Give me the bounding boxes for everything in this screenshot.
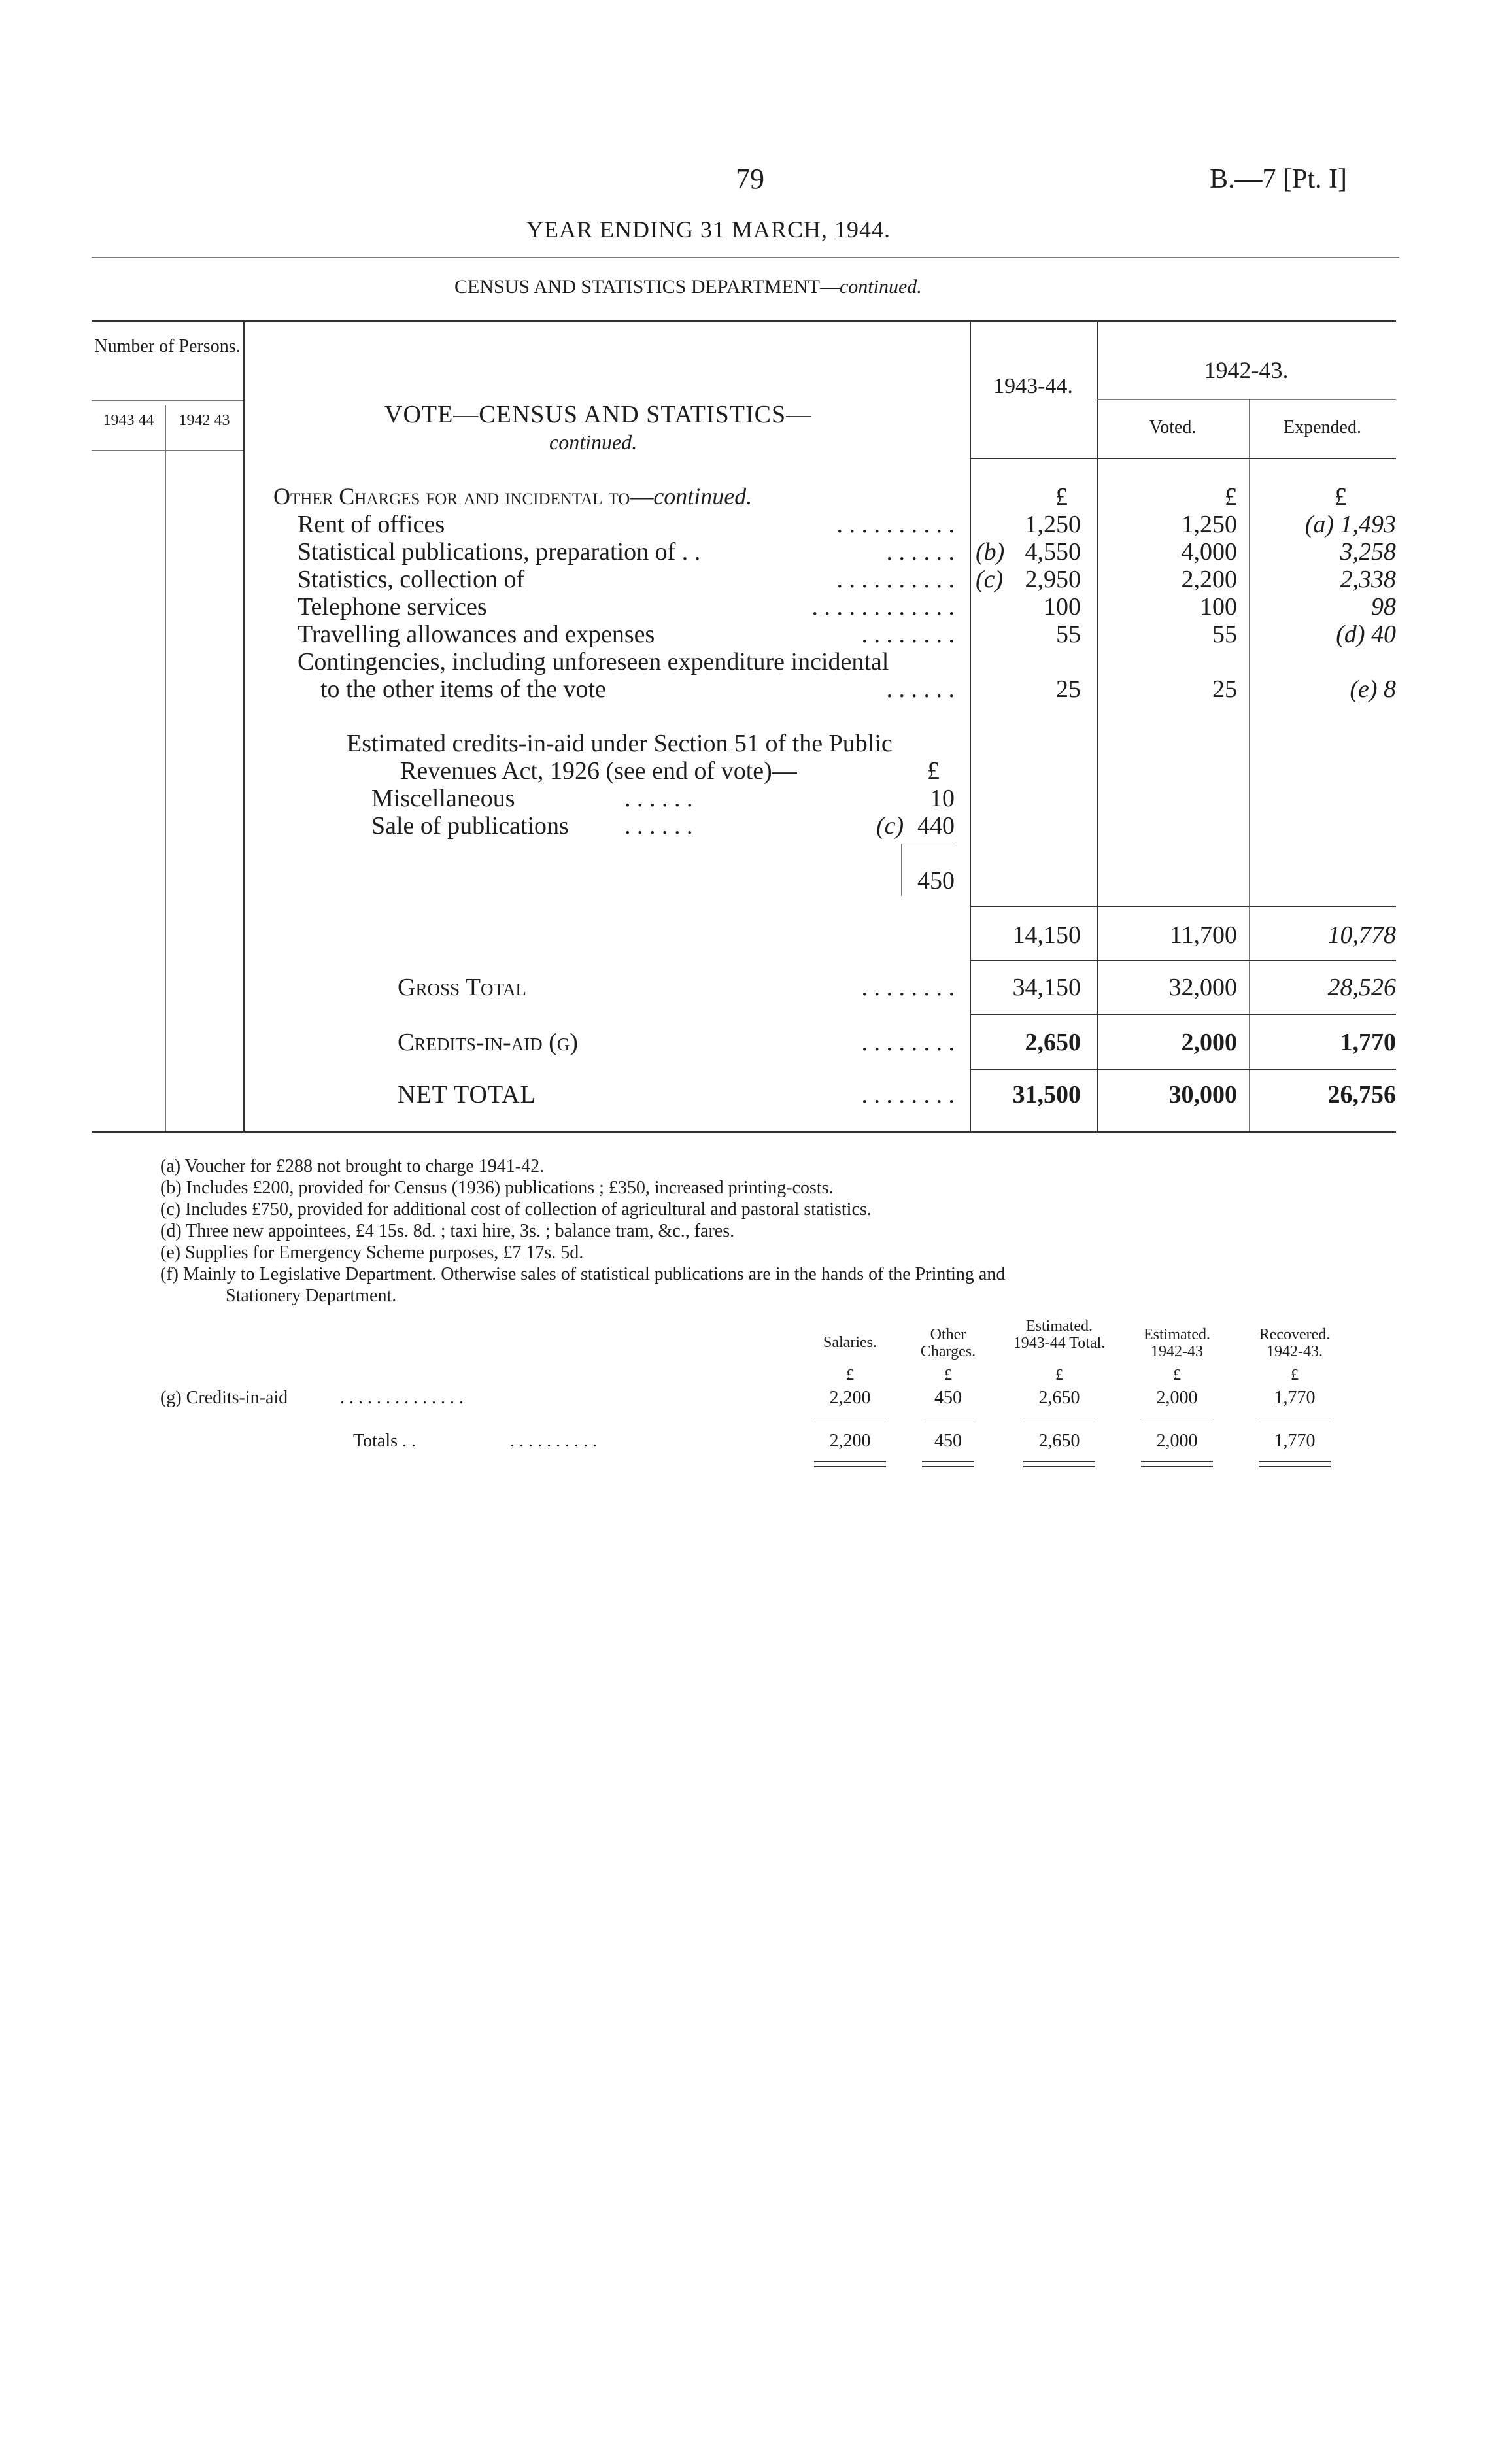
gross-total-label: Gross Total <box>398 974 526 1001</box>
credits-in-aid-label: Credits-in-aid (g) <box>398 1029 578 1056</box>
number-of-persons-header: Number of Persons. <box>94 336 241 356</box>
vote-continued: continued. <box>549 430 638 454</box>
subtotal-expended: 10,778 <box>1327 921 1396 949</box>
summary-header-estimated-1943-44: Estimated. 1943-44 Total. <box>1013 1318 1106 1352</box>
footnote-b: (b) Includes £200, provided for Census (1936) publications ; £350, increased printing-costs. <box>160 1178 834 1198</box>
row-value-expended: 3,258 <box>1340 538 1396 566</box>
net-total-label: NET TOTAL <box>398 1081 536 1108</box>
persons-inner-divider <box>165 405 166 1131</box>
sale-note: (c) <box>876 812 904 840</box>
row-label: Travelling allowances and expenses <box>298 621 655 648</box>
credits-block-line-2: Revenues Act, 1926 (see end of vote)— <box>400 757 797 785</box>
summary-currency: £ <box>1055 1367 1063 1384</box>
summary-totals-leader-dots: . . . . . . . . . . <box>510 1431 597 1451</box>
summary-double-rule <box>1023 1461 1095 1467</box>
credits-block-currency: £ <box>927 757 940 785</box>
row-label: Rent of offices <box>298 511 445 538</box>
row-value-expended: (a) 1,493 <box>1304 511 1396 538</box>
col-1942-43-subhead-rule <box>1097 399 1396 400</box>
summary-currency: £ <box>846 1367 854 1384</box>
row-leader-dots: . . . . . . <box>886 538 955 566</box>
row-value-1943-44: 4,550 <box>1025 538 1081 566</box>
row-leader-dots: . . . . . . . . . . . . <box>811 593 955 621</box>
summary-totals-estimated-1942-43: 2,000 <box>1156 1431 1198 1451</box>
persons-head-bottom-rule <box>92 450 243 451</box>
footnote-f: (f) Mainly to Legislative Department. Otherwise sales of statistical publications are in the hands of the Printing and <box>160 1264 1006 1284</box>
section-heading <box>273 483 752 510</box>
page-title: YEAR ENDING 31 MARCH, 1944. <box>526 216 891 243</box>
row-note: (c) <box>976 566 1004 593</box>
summary-row-estimated-1942-43: 2,000 <box>1156 1388 1198 1408</box>
row-value-expended: 98 <box>1371 593 1396 621</box>
row-value-expended: (d) 40 <box>1336 621 1396 648</box>
credits-in-aid-voted: 2,000 <box>1181 1029 1237 1056</box>
footnote-f-continued: Stationery Department. <box>226 1286 397 1306</box>
misc-value: 10 <box>930 785 955 812</box>
footnote-d: (d) Three new appointees, £4 15s. 8d. ; taxi hire, 3s. ; balance tram, &c., fares. <box>160 1221 735 1241</box>
misc-leader-dots: . . . . . . <box>624 785 693 812</box>
subtotal-1943-44: 14,150 <box>1012 921 1081 949</box>
row-leader-dots: . . . . . . . . . . <box>836 566 955 593</box>
net-total-top-rule <box>970 1069 1396 1070</box>
summary-row-estimated-1943-44: 2,650 <box>1038 1388 1080 1408</box>
table-bottom-rule <box>92 1131 1396 1133</box>
row-value-expended: 2,338 <box>1340 566 1396 593</box>
persons-subhead-rule <box>92 400 243 401</box>
net-total-voted: 30,000 <box>1168 1081 1237 1108</box>
summary-row-recovered-1942-43: 1,770 <box>1274 1388 1316 1408</box>
col-expended-header: Expended. <box>1284 417 1361 437</box>
summary-double-rule <box>1141 1461 1213 1467</box>
gross-total-leader-dots: . . . . . . . . <box>861 974 955 1001</box>
gross-total-1943-44: 34,150 <box>1012 974 1081 1001</box>
row-value-voted: 2,200 <box>1181 566 1237 593</box>
gross-total-expended: 28,526 <box>1327 974 1396 1001</box>
summary-double-rule <box>1259 1461 1331 1467</box>
summary-totals-recovered-1942-43: 1,770 <box>1274 1431 1316 1451</box>
row-leader-dots: . . . . . . . . <box>861 621 955 648</box>
net-total-1943-44: 31,500 <box>1012 1081 1081 1108</box>
currency-voted: £ <box>1225 483 1237 511</box>
vote-title: VOTE—CENSUS AND STATISTICS— <box>384 401 812 428</box>
row-value-voted: 1,250 <box>1181 511 1237 538</box>
contingencies-value-1943-44: 25 <box>1056 676 1081 703</box>
contingencies-value-expended: (e) 8 <box>1350 676 1396 703</box>
header-rule <box>92 257 1399 258</box>
row-value-1943-44: 55 <box>1056 621 1081 648</box>
gross-total-voted: 32,000 <box>1168 974 1237 1001</box>
col-1942-43-header: 1942-43. <box>1204 357 1289 383</box>
row-value-1943-44: 2,950 <box>1025 566 1081 593</box>
summary-totals-other-charges: 450 <box>934 1431 962 1451</box>
credits-block-total: 450 <box>917 867 955 895</box>
row-label: Statistical publications, preparation of . . <box>298 538 701 566</box>
summary-double-rule <box>922 1461 974 1467</box>
subtotal-voted: 11,700 <box>1169 921 1237 949</box>
department-name: CENSUS AND STATISTICS DEPARTMENT— <box>454 276 840 298</box>
sale-label: Sale of publications <box>371 812 569 840</box>
contingencies-line-1: Contingencies, including unforeseen expenditure incidental <box>298 648 889 676</box>
summary-row-salaries: 2,200 <box>829 1388 871 1408</box>
footnote-e: (e) Supplies for Emergency Scheme purposes, £7 17s. 5d. <box>160 1242 584 1263</box>
net-total-expended: 26,756 <box>1327 1081 1396 1108</box>
col-voted-left-border <box>1097 320 1098 1131</box>
row-label: Telephone services <box>298 593 487 621</box>
contingencies-leader-dots: . . . . . . <box>886 676 955 703</box>
row-value-voted: 4,000 <box>1181 538 1237 566</box>
table-top-rule <box>92 320 1396 322</box>
footnote-a: (a) Voucher for £288 not brought to charge 1941-42. <box>160 1156 545 1176</box>
summary-row-label: (g) Credits-in-aid <box>160 1388 288 1408</box>
footnote-c: (c) Includes £750, provided for additional cost of collection of agricultural and pastoral statistics. <box>160 1199 872 1220</box>
col-1943-44-header: 1943-44. <box>993 374 1073 398</box>
row-value-1943-44: 1,250 <box>1025 511 1081 538</box>
row-value-voted: 100 <box>1200 593 1237 621</box>
summary-currency: £ <box>1291 1367 1299 1384</box>
summary-header-recovered-1942-43: Recovered. 1942-43. <box>1259 1326 1331 1360</box>
contingencies-value-voted: 25 <box>1212 676 1237 703</box>
summary-currency: £ <box>944 1367 952 1384</box>
misc-label: Miscellaneous <box>371 785 515 812</box>
page-number: 79 <box>736 163 764 195</box>
currency-expended: £ <box>1335 483 1347 511</box>
section-heading-suffix: continued. <box>653 483 753 509</box>
sale-leader-dots: . . . . . . <box>624 812 693 840</box>
summary-totals-label: Totals . . <box>353 1431 417 1451</box>
summary-currency: £ <box>1173 1367 1181 1384</box>
amount-head-bottom-rule <box>970 458 1396 459</box>
persons-column-divider <box>243 320 245 1131</box>
col-1943-44-left-border <box>970 320 971 1131</box>
summary-header-salaries: Salaries. <box>823 1334 877 1351</box>
net-total-leader-dots: . . . . . . . . <box>861 1081 955 1108</box>
sale-value: 440 <box>917 812 955 840</box>
row-value-voted: 55 <box>1212 621 1237 648</box>
currency-1943-44: £ <box>1055 483 1068 511</box>
section-heading-text: Other Charges for and incidental to— <box>273 483 654 509</box>
credits-in-aid-1943-44: 2,650 <box>1025 1029 1081 1056</box>
summary-double-rule <box>814 1461 886 1467</box>
summary-totals-salaries: 2,200 <box>829 1431 871 1451</box>
gross-total-top-rule <box>970 960 1396 961</box>
row-note: (b) <box>976 538 1005 566</box>
summary-header-other-charges: Other Charges. <box>920 1326 976 1360</box>
credits-in-aid-expended: 1,770 <box>1340 1029 1396 1056</box>
credits-in-aid-leader-dots: . . . . . . . . <box>861 1029 955 1056</box>
col-voted-header: Voted. <box>1149 417 1197 437</box>
summary-header-estimated-1942-43: Estimated. 1942-43 <box>1144 1326 1210 1360</box>
row-leader-dots: . . . . . . . . . . <box>836 511 955 538</box>
row-label: Statistics, collection of <box>298 566 525 593</box>
subtotal-rule <box>970 906 1396 907</box>
row-value-1943-44: 100 <box>1044 593 1081 621</box>
summary-row-leader-dots: . . . . . . . . . . . . . . <box>340 1388 464 1408</box>
department-heading <box>454 276 922 298</box>
persons-1943-44-header: 1943 44 <box>103 412 154 429</box>
contingencies-line-2: to the other items of the vote <box>320 676 606 703</box>
summary-totals-estimated-1943-44: 2,650 <box>1038 1431 1080 1451</box>
department-suffix: continued. <box>839 276 922 298</box>
page-reference: B.—7 [Pt. I] <box>1210 164 1347 194</box>
summary-row-other-charges: 450 <box>934 1388 962 1408</box>
persons-1942-43-header: 1942 43 <box>179 412 230 429</box>
credits-block-line-1: Estimated credits-in-aid under Section 51 of the Public <box>347 730 893 757</box>
credits-in-aid-top-rule <box>970 1014 1396 1015</box>
